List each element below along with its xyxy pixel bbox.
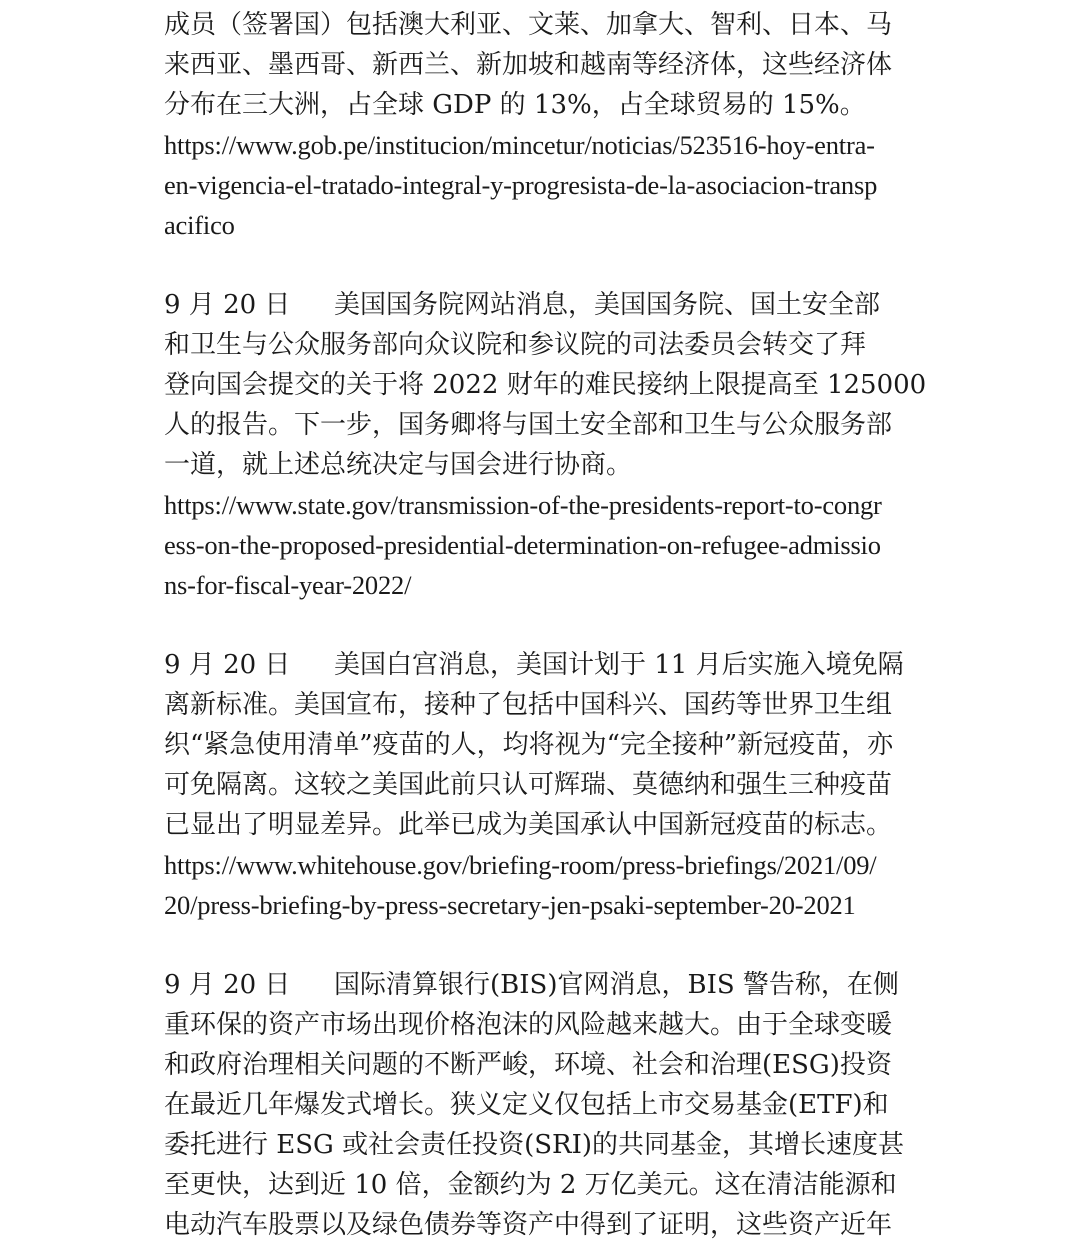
entry-date: 9 月 20 日 [164,970,291,1000]
source-link-line[interactable]: https://www.state.gov/transmission-of-the-presidents-report-to-congr [164,490,882,520]
entry-first-line [164,285,924,325]
entry-text: 美国国务院网站消息，美国国务院、国土安全部 [334,290,881,320]
source-link-line[interactable]: ns-for-fiscal-year-2022/ [164,570,412,600]
source-link-line[interactable]: acifico [164,210,235,240]
paragraph-line: 登向国会提交的关于将 2022 财年的难民接纳上限提高至 125000 [164,370,927,400]
entry-first-line [164,965,924,1005]
paragraph-line: 织“紧急使用清单”疫苗的人，均将视为“完全接种”新冠疫苗，亦 [164,730,894,760]
paragraph-line: 分布在三大洲，占全球 GDP 的 13%，占全球贸易的 15%。 [164,90,866,120]
paragraph-line: 来西亚、墨西哥、新西兰、新加坡和越南等经济体，这些经济体 [164,50,893,80]
entry-date: 9 月 20 日 [164,650,291,680]
entry-date: 9 月 20 日 [164,290,291,320]
paragraph-line: 离新标准。美国宣布，接种了包括中国科兴、国药等世界卫生组 [164,690,893,720]
source-link-line[interactable]: https://www.whitehouse.gov/briefing-room/press-briefings/2021/09/ [164,850,877,880]
paragraph-line: 委托进行 ESG 或社会责任投资(SRI)的共同基金，其增长速度甚 [164,1130,905,1160]
source-link-line[interactable]: 20/press-briefing-by-press-secretary-jen-psaki-september-20-2021 [164,890,856,920]
source-link-line[interactable]: https://www.gob.pe/institucion/mincetur/noticias/523516-hoy-entra- [164,130,875,160]
entry-text: 美国白宫消息，美国计划于 11 月后实施入境免隔 [334,650,904,680]
paragraph-line: 已显出了明显差异。此举已成为美国承认中国新冠疫苗的标志。 [164,810,893,840]
source-link-line[interactable]: ess-on-the-proposed-presidential-determination-on-refugee-admissio [164,530,881,560]
paragraph-line: 人的报告。下一步，国务卿将与国土安全部和卫生与公众服务部 [164,410,893,440]
paragraph-line: 和政府治理相关问题的不断严峻，环境、社会和治理(ESG)投资 [164,1050,892,1080]
source-link-line[interactable]: en-vigencia-el-tratado-integral-y-progresista-de-la-asociacion-transp [164,170,878,200]
entry-text: 国际清算银行(BIS)官网消息，BIS 警告称，在侧 [334,970,899,1000]
paragraph-line: 重环保的资产市场出现价格泡沫的风险越来越大。由于全球变暖 [164,1010,893,1040]
paragraph-line: 一道，就上述总统决定与国会进行协商。 [164,450,633,480]
paragraph-line: 在最近几年爆发式增长。狭义定义仅包括上市交易基金(ETF)和 [164,1090,889,1120]
paragraph-line: 可免隔离。这较之美国此前只认可辉瑞、莫德纳和强生三种疫苗 [164,770,893,800]
paragraph-line: 和卫生与公众服务部向众议院和参议院的司法委员会转交了拜 [164,330,867,360]
paragraph-line: 成员（签署国）包括澳大利亚、文莱、加拿大、智利、日本、马 [164,10,893,40]
entry-first-line [164,645,924,685]
paragraph-line: 至更快，达到近 10 倍，金额约为 2 万亿美元。这在清洁能源和 [164,1170,897,1200]
paragraph-line: 电动汽车股票以及绿色债券等资产中得到了证明，这些资产近年 [164,1210,893,1240]
